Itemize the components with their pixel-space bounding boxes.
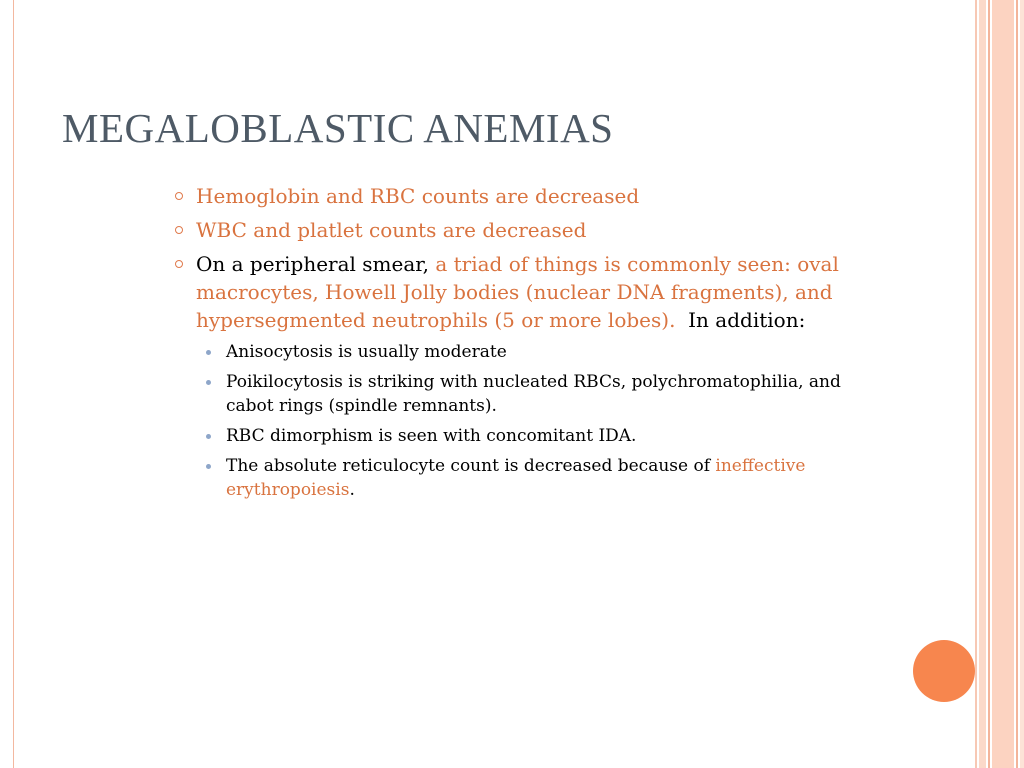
right-decorative-stripe [1016, 0, 1018, 768]
dot-bullet-icon [206, 434, 211, 439]
right-decorative-stripe [1020, 0, 1024, 768]
sub-bullet-item [196, 424, 872, 448]
left-border-rule [13, 0, 14, 768]
bullet-text: Hemoglobin and RBC counts are decreased [196, 184, 640, 208]
sub-bullet-text: RBC dimorphism is seen with concomitant IDA. [226, 426, 637, 446]
sub-bullet-tail-text: . [349, 480, 355, 500]
bullet-item [172, 250, 872, 334]
right-decorative-stripe [992, 0, 1014, 768]
ring-bullet-icon [175, 192, 183, 200]
sub-bullet-list [196, 340, 872, 502]
sub-bullet-item [196, 340, 872, 364]
sub-bullet-text: Poikilocytosis is striking with nucleated RBCs, polychromatophilia, and cabot rings (spindle remnants). [226, 372, 841, 416]
dot-bullet-icon [206, 350, 211, 355]
dot-bullet-icon [206, 464, 211, 469]
right-decorative-stripe [988, 0, 990, 768]
sub-bullet-text: Anisocytosis is usually moderate [226, 342, 507, 362]
sub-bullet-lead-text: The absolute reticulocyte count is decreased because of [226, 456, 716, 476]
bullet-tail-text: In addition: [675, 308, 806, 332]
slide-content [172, 182, 872, 508]
right-decorative-stripe [975, 0, 977, 768]
bullet-text: WBC and platlet counts are decreased [196, 218, 587, 242]
bullet-lead-text: On a peripheral smear, [196, 252, 436, 276]
slide-title: MEGALOBLASTIC ANEMIAS [62, 105, 614, 151]
bullet-item [172, 182, 872, 210]
sub-bullet-item [196, 370, 872, 418]
ring-bullet-icon [175, 260, 183, 268]
decorative-orange-circle [913, 640, 975, 702]
bullet-item [172, 216, 872, 244]
dot-bullet-icon [206, 380, 211, 385]
right-decorative-stripe [979, 0, 986, 768]
bullet-accent-text: a triad of things is commonly seen: oval macrocytes, Howell Jolly bodies (nuclear DNA fragments), and hypersegmented neutrophils (5 or more lobes). [196, 252, 839, 332]
sub-bullet-item [196, 454, 872, 502]
sub-bullet-accent-text: ineffective erythropoiesis [226, 456, 806, 500]
ring-bullet-icon [175, 226, 183, 234]
